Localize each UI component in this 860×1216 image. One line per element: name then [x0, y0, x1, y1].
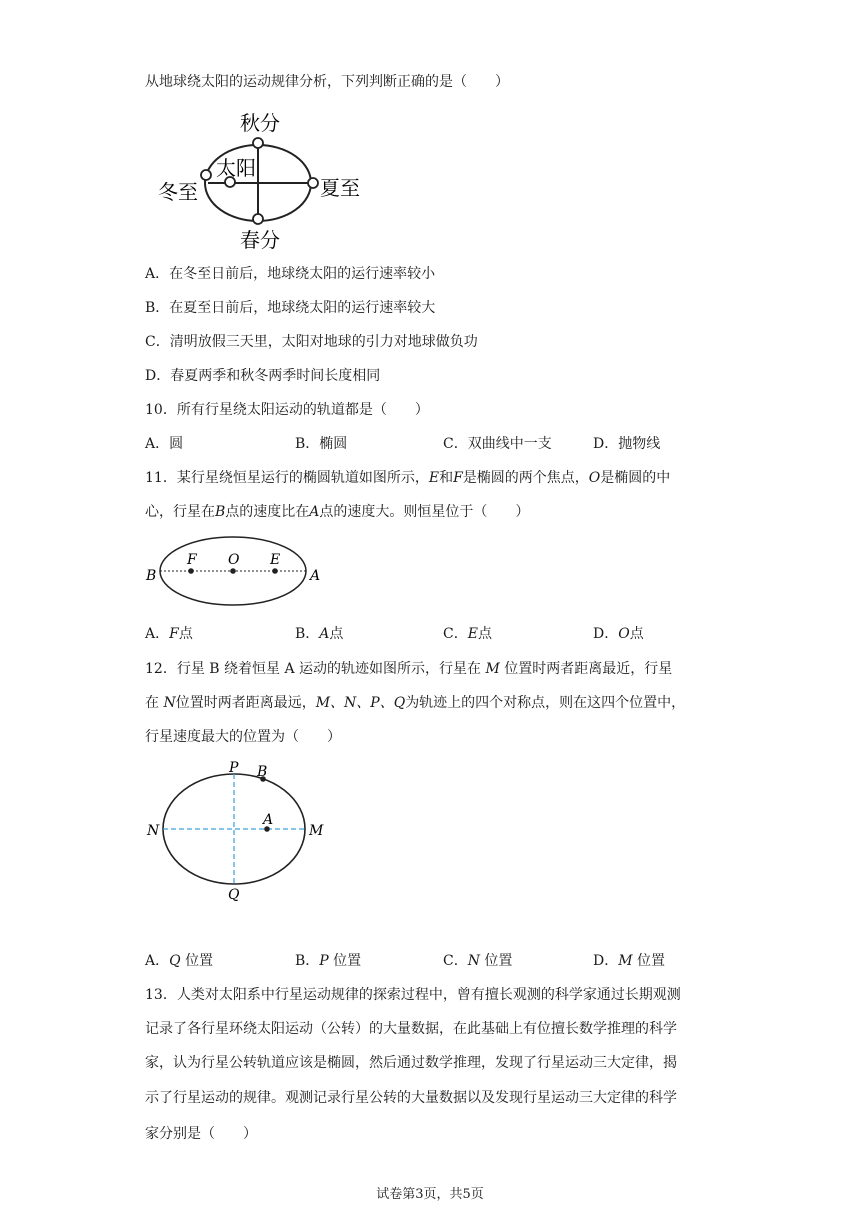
q10-option-a[interactable]: A．圆 — [145, 436, 184, 452]
label-winter: 冬至 — [158, 180, 198, 204]
label-sun: 太阳 — [216, 156, 256, 180]
q9-option-d[interactable]: D．春夏两季和秋冬两季时间长度相同 — [145, 368, 381, 384]
q12-stem-line3: 行星速度最大的位置为（ ） — [145, 729, 341, 745]
label-b: B — [257, 764, 268, 780]
summer-point — [308, 178, 318, 188]
q11-ellipse-figure — [143, 536, 333, 616]
label-a: A — [310, 568, 321, 584]
label-e: E — [270, 552, 281, 568]
spring-point — [253, 214, 263, 224]
q11-option-c[interactable]: C．E点 — [443, 626, 492, 642]
q9-option-a[interactable]: A．在冬至日前后，地球绕太阳的运行速率较小 — [145, 266, 436, 282]
label-b: B — [146, 568, 157, 584]
q10-option-c[interactable]: C．双曲线中一支 — [443, 436, 552, 452]
q9-option-c[interactable]: C．清明放假三天里，太阳对地球的引力对地球做负功 — [145, 334, 478, 350]
q11-option-b[interactable]: B．A点 — [295, 626, 344, 642]
label-f: F — [187, 552, 197, 568]
q9-orbit-figure — [150, 105, 380, 255]
q9-option-b[interactable]: B．在夏至日前后，地球绕太阳的运行速率较大 — [145, 300, 436, 316]
label-p: P — [229, 760, 239, 776]
q12-stem-line1: 12．行星 B 绕着恒星 A 运动的轨迹如图所示，行星在 M 位置时两者距离最近，行星 — [145, 661, 673, 677]
q12-option-b[interactable]: B．P 位置 — [295, 953, 362, 969]
label-a: A — [263, 812, 274, 828]
q10-stem: 10．所有行星绕太阳运动的轨道都是（ ） — [145, 402, 429, 418]
label-n: N — [147, 823, 160, 839]
focus-f — [188, 568, 194, 574]
q12-orbit-figure — [143, 757, 343, 909]
q11-option-d[interactable]: D．O点 — [593, 626, 644, 642]
q11-stem-line2: 心，行星在B点的速度比在A点的速度大。则恒星位于（ ） — [145, 504, 530, 520]
autumn-point — [253, 138, 263, 148]
q11-option-a[interactable]: A．F点 — [145, 626, 193, 642]
page-footer: 试卷第3页，共5页 — [376, 1187, 484, 1202]
q13-stem-line1: 13．人类对太阳系中行星运动规律的探索过程中，曾有擅长观测的科学家通过长期观测 — [145, 987, 681, 1003]
winter-point — [201, 170, 211, 180]
label-o: O — [228, 552, 240, 568]
q12-option-a[interactable]: A．Q 位置 — [145, 953, 214, 969]
q13-stem-line5: 家分别是（ ） — [145, 1126, 257, 1142]
label-m: M — [309, 823, 324, 839]
focus-e — [272, 568, 278, 574]
q10-option-b[interactable]: B．椭圆 — [295, 436, 348, 452]
q12-stem-line2: 在 N位置时两者距离最远，M、N、P、Q为轨迹上的四个对称点，则在这四个位置中， — [145, 695, 686, 711]
label-summer: 夏至 — [320, 176, 360, 200]
label-q: Q — [228, 887, 240, 903]
q13-stem-line3: 家，认为行星公转轨道应该是椭圆，然后通过数学推理，发现了行星运动三大定律，揭 — [145, 1055, 677, 1071]
q12-option-d[interactable]: D．M 位置 — [593, 953, 666, 969]
q13-stem-line2: 记录了各行星环绕太阳运动（公转）的大量数据，在此基础上有位擅长数学推理的科学 — [145, 1021, 677, 1037]
q13-stem-line4: 示了行星运动的规律。观测记录行星公转的大量数据以及发现行星运动三大定律的科学 — [145, 1090, 677, 1106]
label-spring: 春分 — [240, 228, 280, 252]
center-o — [230, 568, 236, 574]
q12-option-c[interactable]: C．N 位置 — [443, 953, 513, 969]
q10-option-d[interactable]: D．抛物线 — [593, 436, 661, 452]
q9-stem: 从地球绕太阳的运动规律分析，下列判断正确的是（ ） — [145, 74, 509, 90]
q11-stem-line1: 11．某行星绕恒星运行的椭圆轨道如图所示，E和F是椭圆的两个焦点，O是椭圆的中 — [145, 470, 671, 486]
label-autumn: 秋分 — [240, 111, 280, 135]
